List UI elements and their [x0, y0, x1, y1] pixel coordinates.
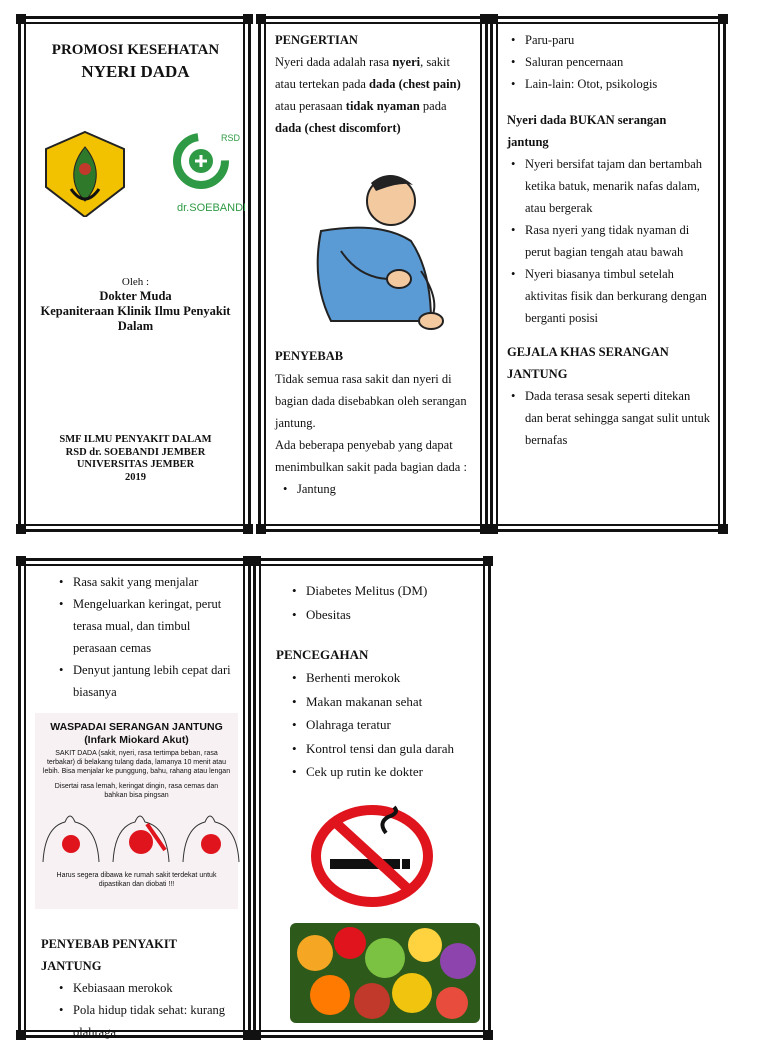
risk-item: • Pola hidup tidak sehat: kurang olahraga: [73, 999, 236, 1043]
risk-item: • Obesitas: [306, 603, 476, 627]
footer-line4: 2019: [125, 471, 146, 483]
poster-footer: Harus segera dibawa ke rumah sakit terdekat untuk dipastikan dan diobati !!!: [56, 872, 217, 888]
not-heart-item: • Nyeri bersifat tajam dan bertambah ketika batuk, menarik nafas dalam, atau bergerak: [525, 153, 711, 219]
definition-heading: PENGERTIAN: [275, 33, 358, 47]
footer-line1: SMF ILMU PENYAKIT DALAM: [59, 434, 212, 445]
not-heart-heading: Nyeri dada BUKAN serangan jantung: [507, 113, 667, 149]
prevent-item: • Berhenti merokok: [306, 666, 476, 690]
prevention-heading: PENCEGAHAN: [276, 647, 369, 662]
symptom-item: • Dada terasa sesak seperti ditekan dan berat sehingga sangat sulit untuk bernafas: [525, 385, 711, 451]
poster-subtitle: (Infark Miokard Akut): [84, 734, 189, 746]
causes-p1: Tidak semua rasa sakit dan nyeri di bagian dada disebabkan oleh serangan jantung.: [275, 372, 467, 430]
cause-item: • Jantung: [297, 478, 473, 500]
risk-item: • Diabetes Melitus (DM): [306, 579, 476, 603]
causes-p2: Ada beberapa penyebab yang dapat menimbulkan sakit pada bagian dada :: [275, 438, 467, 474]
by-label: Oleh :: [121, 276, 150, 288]
definition-panel: [258, 16, 488, 532]
poster-desc: SAKIT DADA (sakit, nyeri, rasa tertimpa beban, rasa terbakar) di belakang tulang dada, lamanya 10 menit atau lebih. Bisa menjalar ke punggung, bahu, rahang atau lengan: [42, 750, 231, 775]
definition-text: Nyeri dada adalah rasa nyeri, sakit atau tertekan pada dada (chest pain) atau perasaan tidak nyaman pada dada (chest discomfort): [275, 55, 461, 135]
author-line2: Kepaniteraan Klinik Ilmu Penyakit Dalam: [40, 304, 231, 333]
no-smoking-icon: [308, 803, 436, 909]
fruits-image: [290, 923, 480, 1023]
svg-text:RSD: RSD: [221, 133, 241, 143]
symptoms-heading: GEJALA KHAS SERANGAN JANTUNG: [507, 345, 669, 381]
symptom-item: • Rasa sakit yang menjalar: [73, 571, 236, 593]
poster-title: WASPADAI SERANGAN JANTUNG: [50, 721, 223, 733]
cause-item: • Saluran pencernaan: [525, 51, 711, 73]
prevent-item: • Kontrol tensi dan gula darah: [306, 737, 476, 761]
cause-item: • Lain-lain: Otot, psikologis: [525, 73, 711, 95]
author-line1: Dokter Muda: [99, 289, 172, 303]
not-heart-item: • Rasa nyeri yang tidak nyaman di perut bagian tengah atau bawah: [525, 219, 711, 263]
prevent-item: • Makan makanan sehat: [306, 690, 476, 714]
symptom-item: • Denyut jantung lebih cepat dari biasanya: [73, 659, 236, 703]
body-illustrations: [35, 802, 245, 864]
unej-logo: [41, 129, 129, 217]
cover-title-main: NYERI DADA: [81, 62, 190, 81]
not-heart-item: • Nyeri biasanya timbul setelah aktivitas fisik dan berkurang dengan berganti posisi: [525, 263, 711, 329]
causes-heading: PENYEBAB: [275, 349, 344, 363]
cover-title-top: PROMOSI KESEHATAN: [51, 42, 220, 58]
rsd-soebandi-logo: [161, 125, 251, 215]
prevent-item: • Cek up rutin ke dokter: [306, 760, 476, 784]
footer-line3: UNIVERSITAS JEMBER: [76, 459, 195, 470]
symptoms-panel: [490, 16, 726, 532]
prevent-item: • Olahraga teratur: [306, 713, 476, 737]
poster-note: Disertai rasa lemah, keringat dingin, rasa cemas dan bahkan bisa pingsan: [54, 783, 219, 799]
risk-heading: PENYEBAB PENYAKIT JANTUNG: [41, 937, 177, 973]
risk-item: • Kebiasaan merokok: [73, 977, 236, 999]
warning-panel: [18, 558, 251, 1038]
symptom-item: • Mengeluarkan keringat, perut terasa mual, dan timbul perasaan cemas: [73, 593, 236, 659]
footer-line2: RSD dr. SOEBANDI JEMBER: [65, 446, 206, 458]
cause-item: • Paru-paru: [525, 29, 711, 51]
prevention-panel: [253, 558, 491, 1038]
chest-pain-illustration: [281, 161, 471, 331]
svg-text:dr.SOEBANDI: dr.SOEBANDI: [177, 202, 247, 214]
heart-attack-poster: [35, 713, 238, 909]
cover-panel: [18, 16, 251, 532]
